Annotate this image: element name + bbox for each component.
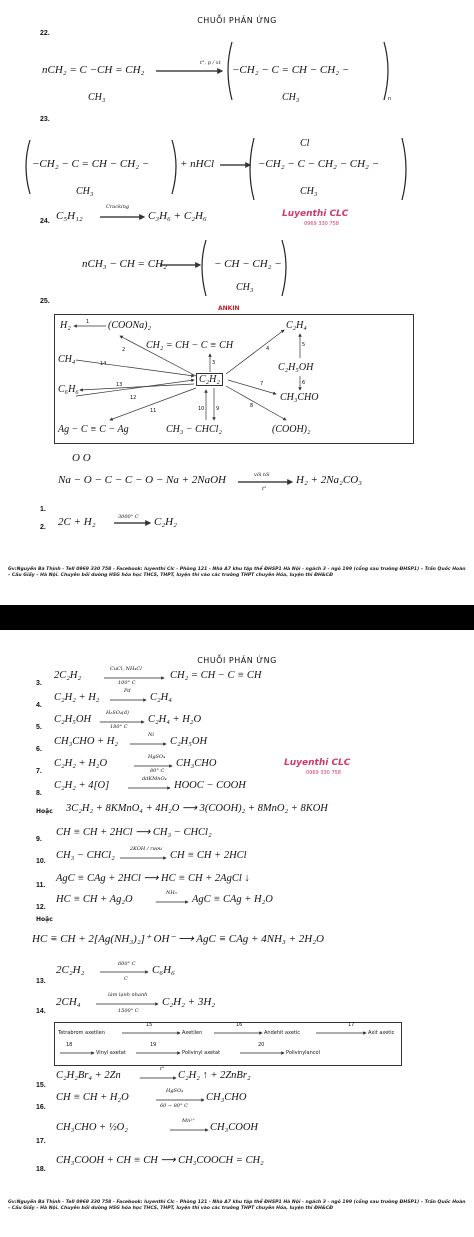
condition: vôi tôi — [254, 472, 270, 478]
equation-right: −CH₂ − C = CH − CH₂ − — [232, 64, 350, 76]
equation-left: −CH₂ − C = CH − CH₂ − — [32, 158, 150, 170]
substituent: CH₃ — [282, 92, 300, 103]
arrow-number: 1 — [86, 319, 90, 325]
node-c2h5oh: C₂H₅OH — [278, 362, 314, 373]
condition: ddKMnO₄ — [142, 776, 167, 782]
arrow-number: 13 — [116, 382, 123, 388]
condition: 100° C — [118, 680, 136, 686]
condition: H₂SO₄(đ) — [106, 710, 129, 716]
item-number: 8. — [36, 790, 42, 797]
arrow-number: 6 — [302, 380, 306, 386]
diagram-arrows — [0, 0, 474, 605]
arrow-number: 20 — [258, 1042, 265, 1048]
box-node: Tetrabrom axetilen — [58, 1030, 105, 1036]
box-node: Polivinyl axetat — [182, 1050, 221, 1056]
brand-logo: Luyenthi CLC — [282, 209, 349, 219]
or-label: Hoặc — [36, 808, 53, 815]
condition: HgSO₄ — [166, 1088, 184, 1094]
bracket-open — [202, 240, 206, 296]
equation: AgC ≡ CAg + 2HCl ⟶ HC ≡ CH + 2AgCl ↓ — [56, 873, 250, 884]
ankin-label: ANKIN — [218, 305, 240, 312]
equation-left: CH ≡ CH + H₂O — [56, 1092, 129, 1103]
item-number: 4. — [36, 702, 42, 709]
substituent: CH₃ — [300, 186, 318, 197]
oxalate-carbonyls: O O — [72, 452, 91, 464]
arrow-number: 12 — [130, 395, 137, 401]
condition: Ni — [148, 732, 154, 738]
arrow-number: 18 — [66, 1042, 73, 1048]
node-vinylacetylene: CH₂ = CH − C ≡ CH — [146, 340, 234, 351]
arrow-number: 9 — [216, 406, 220, 412]
bracket-close — [282, 240, 286, 296]
item-number: 3. — [36, 680, 42, 687]
box-node: Andehit axetic — [264, 1030, 300, 1036]
equation-right: C₂H₄ + H₂O — [148, 714, 202, 725]
node-sodium-oxalate: (COONa)₂ — [108, 320, 151, 331]
condition: C — [124, 976, 128, 982]
bracket-close — [172, 140, 176, 194]
bracket-open — [228, 42, 232, 100]
brand-phone: 0969 330 758 — [304, 221, 339, 227]
equation-right: − CH − CH₂ − — [214, 258, 282, 270]
arrow-13 — [76, 380, 194, 396]
equation-left: 2C + H₂ — [58, 516, 96, 528]
equation-right: C₃H₆ + C₂H₆ — [148, 210, 207, 222]
box-node: Polivinylancol — [286, 1050, 320, 1056]
condition: t° — [160, 1066, 165, 1072]
node-oxalic-acid: (COOH)₂ — [272, 424, 311, 435]
equation: 3C₂H₂ + 8KMnO₄ + 4H₂O ⟶ 3(COOH)₂ + 8MnO₂ + 8KOH — [66, 803, 328, 814]
condition: t°, p / xt — [200, 60, 221, 66]
equation-left: C₂H₂ + 4[O] — [54, 780, 110, 791]
equation-mid: + nHCl — [180, 158, 215, 170]
equation-left: CH₃CHO + H₂ — [54, 736, 118, 747]
equation-left: 2CH₄ — [56, 996, 81, 1008]
equation-right: H₂ + 2Na₂CO₃ — [296, 474, 362, 486]
item-number: 9. — [36, 836, 42, 843]
condition: 60 − 80° C — [160, 1103, 189, 1109]
condition: 180° C — [110, 724, 128, 730]
equation-left: HC ≡ CH + Ag₂O — [56, 894, 133, 905]
item-number: 5. — [36, 724, 42, 731]
brand-logo: Luyenthi CLC — [284, 758, 351, 768]
equation-left: C₅H₁₂ — [56, 210, 83, 222]
substituent: CH₃ — [236, 282, 254, 293]
brand-phone: 0969 330 758 — [306, 770, 341, 776]
item-number: 24. — [40, 218, 50, 225]
equation-right: HOOC − COOH — [174, 780, 246, 791]
item-number: 12. — [36, 904, 46, 911]
bracket-close — [384, 42, 388, 100]
condition: 80° C — [150, 768, 165, 774]
arrow-number: 14 — [100, 361, 107, 367]
arrow-11 — [110, 388, 196, 420]
node-silver-acetylide: Ag − C ≡ C − Ag — [58, 424, 129, 435]
condition: Pd — [124, 688, 131, 694]
item-number: 25. — [40, 298, 50, 305]
condition: 2KOH / rượu — [130, 846, 162, 852]
equation-left: Na − O − C − C − O − Na + 2NaOH — [58, 474, 226, 486]
item-number: 11. — [36, 882, 46, 889]
equation-left: 2C₂H₂ — [54, 670, 82, 681]
node-c2h4: C₂H₄ — [286, 320, 307, 331]
equation-right: C₂H₅OH — [170, 736, 208, 747]
bracket-close — [402, 138, 406, 200]
equation-right: CH₃CHO — [176, 758, 217, 769]
equation-left: C₂H₂ + H₂O — [54, 758, 108, 769]
item-number: 10. — [36, 858, 46, 865]
item-number: 15. — [36, 1082, 46, 1089]
arrow-number: 5 — [302, 342, 306, 348]
item-number: 16. — [36, 1104, 46, 1111]
bracket-open — [250, 138, 254, 200]
node-c2h2: C₂H₂ — [196, 373, 223, 386]
condition: CuCl, NH₄Cl — [110, 666, 142, 672]
equation-right: C₂H₂ ↑ + 2ZnBr₂ — [178, 1070, 251, 1081]
bracket-open — [26, 140, 30, 194]
item-number: 23. — [40, 116, 50, 123]
equation-left: 2C₂H₂ — [56, 964, 85, 976]
page2-arrows — [0, 630, 474, 1237]
equation: CH₃COOH + CH ≡ CH ⟶ CH₃COOCH = CH₂ — [56, 1155, 264, 1166]
arrow-number: 2 — [122, 347, 126, 353]
node-c6h6: C₆H₆ — [58, 384, 79, 395]
condition: 600° C — [118, 961, 136, 967]
arrow-number: 7 — [260, 381, 264, 387]
equation: CH ≡ CH + 2HCl ⟶ CH₃ − CHCl₂ — [56, 827, 212, 838]
page-title: CHUỖI PHẢN ỨNG — [197, 16, 277, 25]
item-number: 22. — [40, 30, 50, 37]
arrow-number: 10 — [198, 406, 205, 412]
arrow-8 — [226, 386, 286, 420]
node-ch3chcl2: CH₃ − CHCl₂ — [166, 424, 222, 435]
equation-right: C₂H₂ — [154, 516, 177, 528]
arrow-number: 19 — [150, 1042, 157, 1048]
arrow-number: 8 — [250, 403, 254, 409]
equation-left: CH₃ − CHCl₂ — [56, 850, 115, 861]
equation-right: C₂H₄ — [150, 692, 172, 703]
equation-right: AgC ≡ CAg + H₂O — [192, 894, 273, 905]
equation-right: CH₂ = CH − C ≡ CH — [170, 670, 262, 681]
arrow-2 — [120, 336, 196, 376]
arrow-number: 16 — [236, 1022, 243, 1028]
arrow-number: 3 — [212, 360, 216, 366]
arrow-number: 17 — [348, 1022, 355, 1028]
arrow-12 — [80, 384, 194, 390]
item-number: 17. — [36, 1138, 46, 1145]
condition: 3000° C — [118, 514, 139, 520]
item-number: 7. — [36, 768, 42, 775]
item-number: 2. — [40, 524, 46, 531]
substituent-top: Cl — [300, 138, 310, 149]
equation-right: C₂H₂ + 3H₂ — [162, 996, 216, 1008]
or-label: Hoặc — [36, 916, 53, 923]
page-footer: Gv:Nguyễn Bá Thịnh - Tell 0969 330 758 - Facebook: luyenthi Clc - Phòng 121 - Nhà A7 khu tập thể ĐHSP1 Hà Nội - ngách 3 - ngõ 199 (cổng sau trường ĐHSP1) – Trần Quốc Hoàn – Cầu Giấy – Hà Nội. Chuyên bồi dưỡng HSG hóa học THCS, THPT, luyện thi vào các trường THPT chuyên Hóa, luyện thi ĐH&CĐ — [8, 567, 466, 578]
condition: Mn²⁺ — [182, 1118, 195, 1124]
arrow-number: 15 — [146, 1022, 153, 1028]
arrow-number: 4 — [266, 346, 270, 352]
equation-right: C₆H₆ — [152, 964, 175, 976]
equation-left: CH₃CHO + ½O₂ — [56, 1122, 128, 1133]
arrow-4 — [226, 330, 284, 374]
node-ch4: CH₄ — [58, 354, 76, 365]
condition: Cracking — [106, 204, 130, 210]
box-node: Axit axetic — [368, 1030, 395, 1036]
box-node: Axetilen — [182, 1030, 203, 1036]
equation-right: CH₃CHO — [206, 1092, 247, 1103]
item-number: 14. — [36, 1008, 46, 1015]
page-footer: Gv:Nguyễn Bá Thịnh - Tell 0969 330 758 - Facebook: luyenthi Clc - Phòng 121 - Nhà A7 khu tập thể ĐHSP1 Hà Nội - ngách 3 - ngõ 199 (cổng sau trường ĐHSP1) – Trần Quốc Hoàn – Cầu Giấy – Hà Nội. Chuyên bồi dưỡng HSG hóa học THCS, THPT, luyện thi vào các trường THPT chuyên Hóa, luyện thi ĐH&CĐ — [8, 1200, 466, 1211]
item-number: 13. — [36, 978, 46, 985]
equation-left: C₂H₂ + H₂ — [54, 692, 100, 703]
condition: 1500° C — [118, 1008, 139, 1014]
page-title: CHUỖI PHẢN ỨNG — [197, 656, 277, 665]
equation-right: CH ≡ CH + 2HCl — [170, 850, 247, 861]
equation-right: −CH₂ − C − CH₂ − CH₂ − — [258, 158, 380, 170]
item-number: 18. — [36, 1166, 46, 1173]
document-page-2 — [0, 630, 474, 1237]
equation: HC ≡ CH + 2[Ag(NH₃)₂]⁺ OH⁻ ⟶ AgC ≡ CAg + 4NH₃ + 2H₂O — [32, 933, 324, 945]
arrow-number: 11 — [150, 408, 157, 414]
node-ch3cho: CH₃CHO — [280, 392, 319, 403]
item-number: 6. — [36, 746, 42, 753]
equation-left: nCH₃ − CH = CH₂ — [82, 258, 167, 270]
condition: HgSO₄ — [148, 754, 166, 760]
subscript-n: n — [388, 96, 392, 102]
document-page-1 — [0, 0, 474, 605]
substituent: CH₃ — [76, 186, 94, 197]
condition: làm lạnh nhanh — [108, 992, 148, 998]
equation-right: CH₃COOH — [210, 1122, 258, 1133]
arrow-14 — [76, 360, 194, 376]
node-h2: H₂ — [60, 320, 71, 331]
equation-left: C₂H₂Br₄ + 2Zn — [56, 1070, 121, 1081]
equation-left: nCH₂ = C −CH = CH₂ — [42, 64, 145, 76]
box-node: Vinyl axetat — [96, 1050, 126, 1056]
arrow-7 — [228, 380, 276, 394]
substituent: CH₃ — [88, 92, 106, 103]
item-number: 1. — [40, 506, 46, 513]
equation-left: C₂H₅OH — [54, 714, 92, 725]
condition: NH₃ — [166, 890, 177, 896]
condition: t° — [262, 486, 267, 492]
